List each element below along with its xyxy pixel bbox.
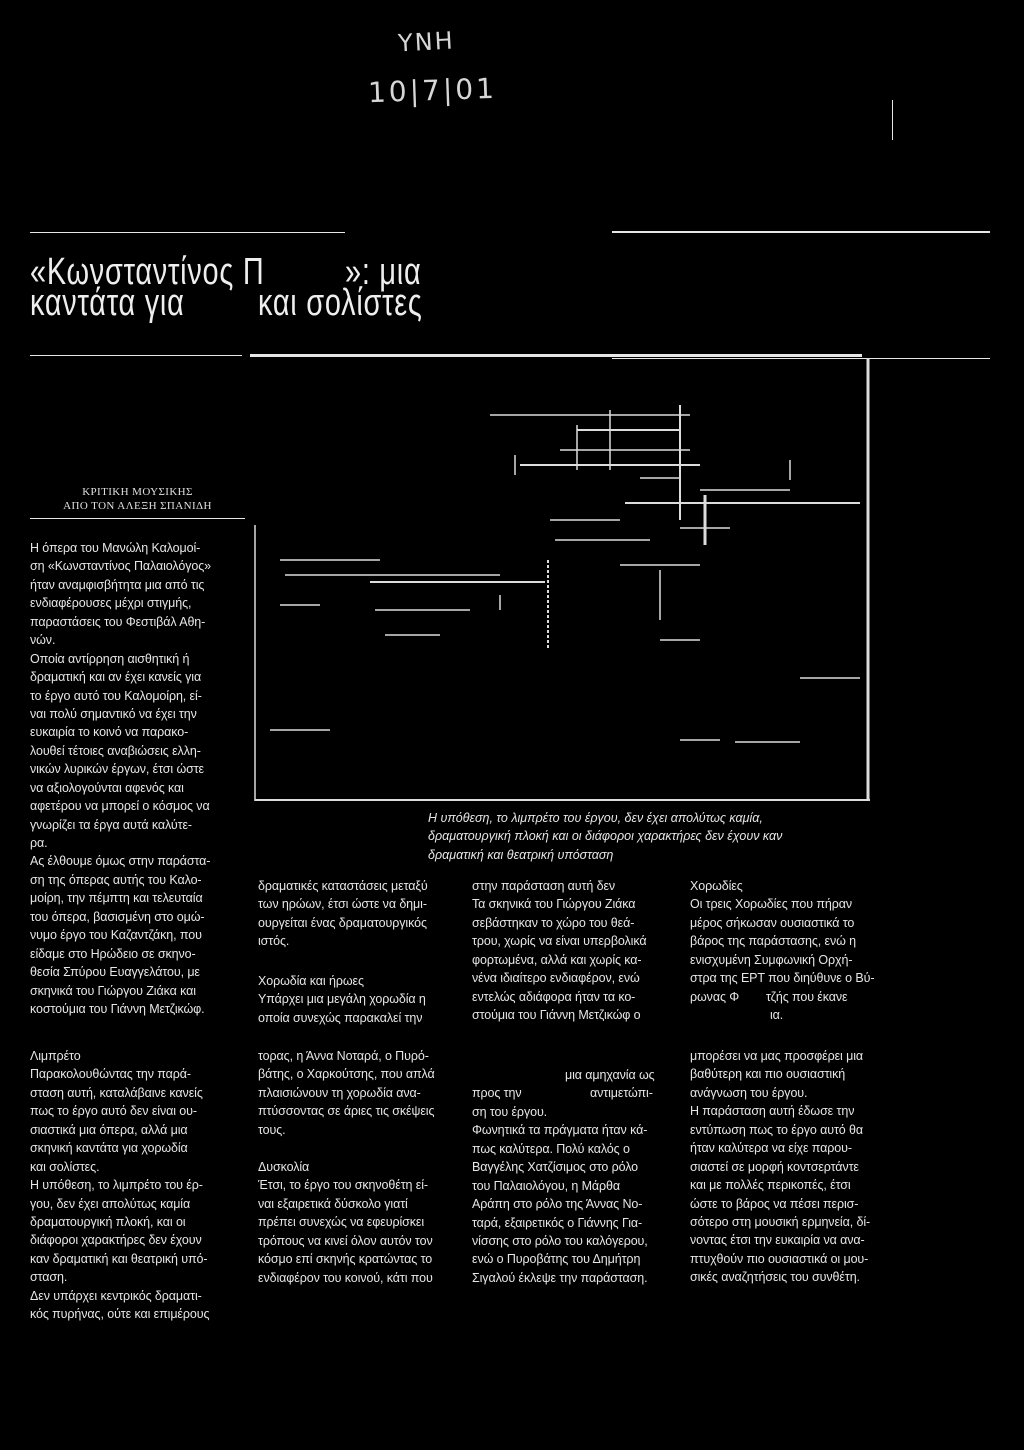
text-line: κός πυρήνας, ούτε και επιμέρους [30,1307,210,1322]
text-line: Ας έλθουμε όμως στην παράστα- [30,854,211,869]
text-line: κοστούμια του Γιάννη Μετζικώφ. [30,1001,205,1016]
text-line: σιαστικά μια όπερα, αλλά μια [30,1122,188,1137]
text-line: γνωρίζει τα έργα αυτά καλύτε- [30,817,192,832]
text-line: ενδιαφέρουσες μέχρι στιγμής, [30,596,192,611]
column2-continued [258,1047,458,1139]
text-line: δραματικές καταστάσεις μεταξύ [258,879,428,893]
text-line: ση «Κωνσταντίνος Παλαιολόγος» [30,559,211,574]
text-line: του όπερα, βασισμένη στο ομώ- [30,909,205,924]
column4-choirs-lines [690,895,895,987]
text-line: Οποία αντίρρηση αισθητική ή [30,651,190,666]
column4-bottom-lines [690,1047,895,1287]
text-line: νοντας έτσι την ευκαιρία να ανα- [690,1233,865,1248]
text-line: ενδιαφέρον του κοινού, κάτι που [258,1270,433,1285]
text-line: πτύσσοντας σε άριες τις σκέψεις [258,1104,435,1119]
text-line: ταρά, εξαιρετικός ο Γιάννης Για- [472,1215,643,1230]
text-line: εντελώς αδιάφορα ήταν τα κο- [472,989,636,1004]
text-line: Τα σκηνικά του Γιώργου Ζιάκα [472,897,636,912]
text-line: να αξιολογούνται αφενός και [30,780,184,795]
column1-libretto [30,1047,245,1324]
column4-bottom [690,1047,895,1287]
headline-line2-left: καντάτα για [30,282,185,324]
column2-difficulty-lines [258,1176,458,1287]
text-line: βάτης, ο Χαρκούτσης, που απλά [258,1067,435,1082]
text-line: πτυχθούν πιο ουσιαστικά οι μου- [690,1251,869,1266]
text-line: του Παλαιολόγου, η Μάρθα [472,1178,621,1193]
text-line: δραματική και αν έχει κανείς για [30,670,202,685]
column2-top-lines [258,877,458,951]
column1-intro-lines [30,539,245,1018]
text-line: Αράπη στο ρόλο της Άννας Νο- [472,1197,643,1212]
text-segment: τζής που έκανε [766,989,848,1004]
text-line: σταση. [30,1270,68,1285]
text-line: νών. [30,633,56,648]
text-line: το έργο αυτό του Καλομοίρη, εί- [30,688,202,703]
text-line: ουργείται ένας δραματουργικός [258,915,427,930]
text-line: τους. [258,1122,286,1137]
text-line: τρόπους να κινεί όλον αυτόν τον [258,1233,433,1248]
subhead-libretto: Λιμπρέτο [30,1049,81,1063]
subhead-difficulty: Δυσκολία [258,1160,310,1174]
text-line: βάρος της παράστασης, ενώ η [690,934,857,949]
text-line: Υπάρχει μια μεγάλη χορωδία η [258,992,426,1007]
caption-line: δραματουργική πλοκή και οι διάφοροι χαρακτήρες δεν έχουν καν [428,829,783,844]
subhead-chorus-heroes: Χορωδία και ήρωες [258,974,364,988]
rule-top-right [612,231,990,233]
text-line: θεσία Σπύρου Ευαγγελάτου, με [30,965,200,980]
text-line: ενισχυμένη Συμφωνική Ορχή- [690,952,853,967]
text-line: και με πολλές περικοπές, έτσι [690,1178,851,1193]
text-line: ναι πολύ σημαντικό να έχει την [30,706,197,721]
text-line: ση του έργου. [472,1104,548,1119]
text-line: τρου, χωρίς να είναι υπερβολικά [472,934,647,949]
column3-top [472,877,682,1025]
text-line: σικές αναζητήσεις του συνθέτη. [690,1270,860,1285]
byline-author: ΑΠΟ ΤΟΝ ΑΛΕΞΗ ΣΠΑΝΙΔΗ [63,500,212,512]
text-line: καν δραματική και θεατρική υπό- [30,1251,208,1266]
text-line: Η παράσταση αυτή έδωσε την [690,1104,855,1119]
text-line: λουθεί τέτοιες αναβιώσεις ελλη- [30,743,201,758]
text-line: Οι τρεις Χορωδίες που πήραν [690,897,853,912]
text-line: παραστάσεις του Φεστιβάλ Αθη- [30,614,206,629]
column3-bottom-lines [472,1103,682,1287]
text-line: ιστός. [258,934,290,949]
text-line: και σολίστες. [30,1159,100,1174]
byline [30,485,245,513]
text-line: οποία συνεχώς παρακαλεί την [258,1010,423,1025]
text-line: αφετέρου να μπορεί ο κόσμος να [30,799,210,814]
column1-libretto-lines [30,1065,245,1323]
text-line: νένα ιδιαίτερο ενδιαφέρον, ενώ [472,971,640,986]
rule-head-left [30,355,242,356]
margin-mark [892,100,893,140]
column2-top [258,877,458,951]
text-segment: προς την [472,1086,522,1101]
subhead-choirs: Χορωδίες [690,879,743,893]
text-line: σιαστεί σε μορφή κοντσερτάντε [690,1159,859,1174]
text-line: ενώ ο Πυροβάτης του Δημήτρη [472,1252,641,1267]
stage-photo-lines [255,358,870,801]
headline-line1-right: »: μια [345,251,422,293]
text-line: πλαισιώνουν τη χορωδία ανα- [258,1085,421,1100]
text-line: διάφοροι χαρακτήρες δεν έχουν [30,1233,202,1248]
column2-chorus-heroes [258,972,458,1027]
caption-line: δραματική και θεατρική υπόσταση [428,847,614,862]
text-line: πως καλύτερα. Πολύ καλός ο [472,1141,630,1156]
text-line: τορας, η Άννα Νοταρά, ο Πυρό- [258,1049,429,1063]
text-segment: ρωνας Φ [690,989,740,1004]
text-line: στρα της ΕΡΤ που διηύθυνε ο Βύ- [690,971,875,986]
text-line: Δεν υπάρχει κεντρικός δραματι- [30,1288,202,1303]
text-line: Έτσι, το έργο του σκηνοθέτη εί- [258,1178,428,1193]
headline-line2-right: και σολίστες [258,282,423,324]
handwritten-code: ΥΝΗ [397,26,456,58]
text-line: ση της όπερας αυτής του Καλο- [30,872,202,887]
headline-line1-left: «Κωνσταντίνος Π [30,251,265,293]
stage-photo [250,355,875,805]
text-line: δραματουργική πλοκή, και οι [30,1214,186,1229]
text-line: εντύπωση πως το έργο αυτό θα [690,1122,863,1137]
text-line: νυμο έργο του Καζαντζάκη, που [30,928,202,943]
text-line: σότερο στη μουσική ερμηνεία, δί- [690,1214,871,1229]
column4-choirs [690,877,895,1025]
text-line: φορτωμένα, αλλά και χωρίς κα- [472,952,642,967]
rule-top-left [30,232,345,233]
text-segment: μια αμηχανία ως [565,1068,655,1082]
text-line: ήταν αναμφισβήτητα μια από τις [30,577,205,592]
text-line: πως το έργο αυτό δεν είναι ου- [30,1104,197,1119]
text-line: ρα. [30,836,48,850]
text-line: Η υπόθεση, το λιμπρέτο του έρ- [30,1178,203,1193]
text-line: νικών λυρικών έργων, έτσι ώστε [30,762,205,777]
column3-top-lines [472,877,682,1025]
column2-chorus-lines [258,990,458,1027]
text-line: Φωνητικά τα πράγματα ήταν κά- [472,1123,648,1138]
text-line: μέρος σήκωσαν ουσιαστικά το [690,915,855,930]
text-line-partial [472,1066,682,1084]
text-segment: αντιμετώπι- [590,1086,653,1101]
text-line: σκηνικά του Γιώργου Ζιάκα και [30,983,196,998]
byline-section: ΚΡΙΤΙΚΗ ΜΟΥΣΙΚΗΣ [82,486,193,498]
text-line-partial [472,1084,682,1102]
handwritten-date: 10|7|01 [367,71,498,110]
column2-difficulty [258,1158,458,1287]
text-line: σεβάστηκαν το χώρο του θεά- [472,915,635,930]
text-line: ευκαιρία το κοινό να παρακο- [30,725,189,740]
text-line: Βαγγέλης Χατζίσιμος στο ρόλο [472,1160,639,1175]
text-line: κόσμο επί σκηνής κρατώντας το [258,1252,433,1267]
text-line: ώστε το βάρος να πέσει περισ- [690,1196,859,1211]
caption-line: Η υπόθεση, το λιμπρέτο του έργου, δεν έχει απολύτως καμία, [428,811,763,825]
text-line: σταση αυτή, καταλάβαινε κανείς [30,1085,203,1100]
text-line: γου, δεν έχει απολύτως καμία [30,1196,191,1211]
text-line: στούμια του Γιάννη Μετζικώφ ο [472,1008,641,1023]
text-line-partial [690,988,895,1006]
text-line: ναι εξαιρετικά δύσκολο γιατί [258,1196,408,1211]
column3-bottom [472,1066,682,1287]
text-line: Παρακολουθώντας την παρά- [30,1067,191,1082]
column1-intro [30,539,245,1018]
text-line: στην παράσταση αυτή δεν [472,879,616,893]
rule-byline [30,518,245,519]
text-line: Η όπερα του Μανώλη Καλομοί- [30,541,201,555]
text-line-partial [690,1006,895,1024]
text-line: πρέπει συνεχώς να εφευρίσκει [258,1215,425,1230]
text-line: είδαμε στο Ηρώδειο σε σκηνο- [30,946,196,961]
photo-caption [428,809,782,864]
text-line: μοίρη, την πέμπτη και τελευταία [30,891,203,906]
text-line: ήταν καλύτερα να είχε παρου- [690,1141,852,1156]
column2-continued-lines [258,1047,458,1139]
text-line: σκηνική καντάτα για χορωδία [30,1141,188,1156]
text-line: των ηρώων, έτσι ώστε να δημι- [258,897,427,912]
text-line: ανάγνωση του έργου. [690,1085,808,1100]
text-line: νίσσης στο ρόλο του καλόγερου, [472,1233,648,1248]
text-line: Σιγαλού έκλεψε την παράσταση. [472,1270,648,1285]
text-line: βαθύτερη και πιο ουσιαστική [690,1067,846,1082]
text-line: μπορέσει να μας προσφέρει μια [690,1049,864,1063]
text-segment: ια. [770,1008,784,1023]
